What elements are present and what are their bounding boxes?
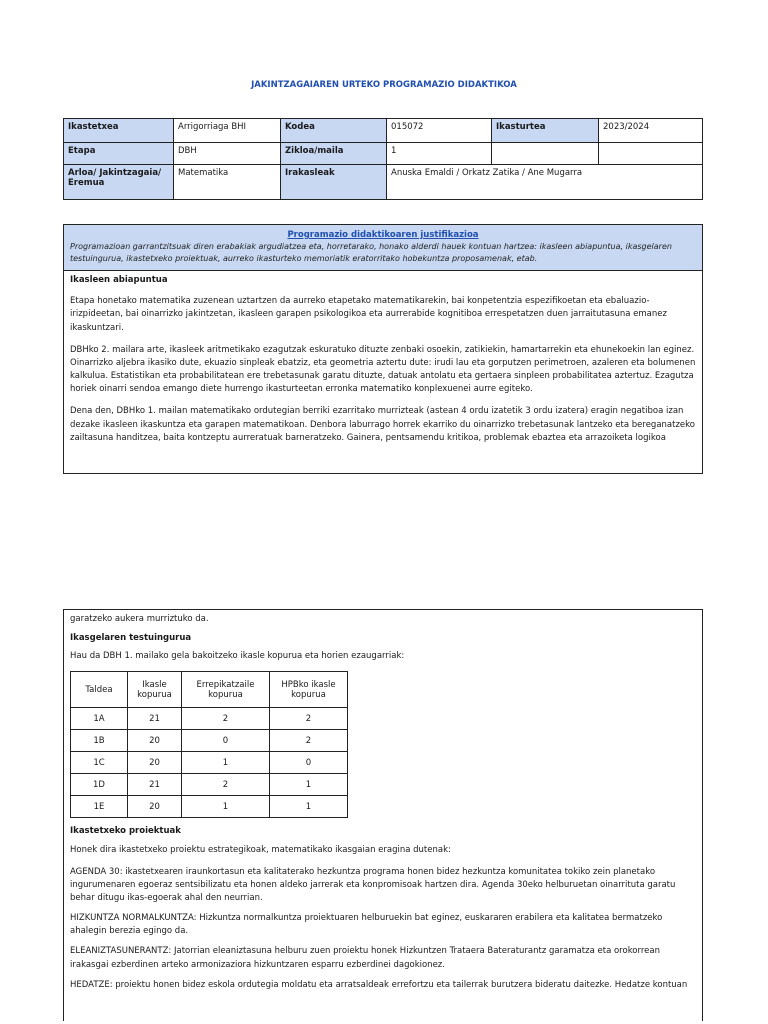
table-cell: 20 [128,796,182,818]
header-errepikatzaile-kopurua: Errepikatzaile kopurua [182,672,270,708]
arloa-value: Matematika [174,165,281,200]
table-cell: 1A [71,708,128,730]
proiektuak-eleaniztasun: ELEANIZTASUNERANTZ: Jatorrian eleaniztasuna helburu zuen proiektu honek Hizkuntzen Trataera Bateraturantz garamatza eta orokorrean irakasgai ezberdinen arteko armonizaziora hizkuntzaren esparru ezberdinei dagokionez. [70,946,660,970]
table-cell: 2 [270,730,348,752]
empty-cell [492,143,599,165]
table-cell: 2 [182,774,270,796]
table-cell: 0 [182,730,270,752]
justification-title: Programazio didaktikoaren justifikazioa [287,230,479,240]
ikasturtea-value: 2023/2024 [599,119,703,143]
table-cell: 1 [182,796,270,818]
table-row [71,730,348,752]
etapa-label: Etapa [64,143,174,165]
ikastetxea-label: Ikastetxea [64,119,174,143]
table-cell: 2 [270,708,348,730]
kodea-label: Kodea [281,119,387,143]
table-cell: 1E [71,796,128,818]
table-cell: 2 [182,708,270,730]
table-cell: 1 [270,796,348,818]
abiapuntua-paragraph-2: DBHko 2. mailara arte, ikasleek aritmetikako ezagutzak eskuratuko dituzte zenbaki osoekin, zatikiekin, hamartarrekin eta ehunekoekin lan eginez. Oinarrizko aljebra ikasiko dute, ekuazio sinpleak ebatziz, eta geometria aztertu dute: irudi lau eta gorputzen perimetroen, azaleren eta bolumenen kalkulua. Estatistikan eta probabilitatean ere trebetasunak garatu dituzte, datuak antolatu eta gertaera sinpleen probabilitatea aztertuz. Ezagutza horiek oinarri sendoa emango diete hurrengo ikasturteetan erronka matematiko konplexuenei aurre egiteko. [70,344,696,395]
table-row [71,752,348,774]
table-cell: 21 [128,708,182,730]
table-cell: 1 [270,774,348,796]
arloa-label: Arloa/ Jakintzagaia/ Eremua [64,165,174,200]
header-hpbko-kopurua: HPBko ikasle kopurua [270,672,348,708]
justification-header [64,225,702,271]
abiapuntua-paragraph-3: Dena den, DBHko 1. mailan matematikako ordutegian berriki ezarritako murrizteak (astean 4 ordu izatetik 3 ordu izatera) eragin negatiboa izan dezake ikasleen ikaskuntza eta garapen matematikoan. Denbora laburrago horrek ekarriko du oinarrizko trebetasunak lantzeko eta bereganatzeko zailtasuna handitzea, baita kontzeptu aurreratuak barneratzeko. Gainera, pentsamendu kritikoa, problemak ebaztea eta arrazoiketa logikoa [70,406,695,443]
info-table [63,118,703,200]
table-row [71,796,348,818]
table-cell: 1B [71,730,128,752]
abiapuntua-section [64,271,702,445]
table-cell: 1C [71,752,128,774]
ikasturtea-label: Ikasturtea [492,119,599,143]
proiektuak-intro: Honek dira ikastetxeko proiektu estrategikoak, matematikako ikasgaian eragina dutenak: [70,845,451,856]
justification-subtitle: Programazioan garrantzitsuak diren erabakiak argudiatzea eta, horretarako, honako alderdi hauek kontuan hartzea: ikasleen abiapuntua, ikasgelaren testuingurua, ikastetxeko proiektuak, aurreko ikasturteko memoriatik eratorritako hobekuntza proposamenak, etab. [70,242,672,263]
proiektuak-title: Ikastetxeko proiektuak [70,826,181,837]
continuation-box [63,609,703,1021]
abiapuntua-paragraph-3-continued: garatzeko aukera murriztuko da. [70,614,209,624]
table-row [71,708,348,730]
etapa-value: DBH [174,143,281,165]
testuingurua-intro: Hau da DBH 1. mailako gela bakoitzeko ikasle kopurua eta horien ezaugarriak: [70,651,405,662]
table-cell: 20 [128,730,182,752]
groups-table [70,671,348,818]
table-cell: 20 [128,752,182,774]
header-taldea: Taldea [71,672,128,708]
table-row [71,774,348,796]
abiapuntua-title: Ikasleen abiapuntua [70,275,168,286]
table-cell: 1D [71,774,128,796]
zikloa-value: 1 [387,143,492,165]
kodea-value: 015072 [387,119,492,143]
proiektuak-hizkuntza: HIZKUNTZA NORMALKUNTZA: Hizkuntza normalkuntza proiektuaren helburuekin bat eginez, euskararen erabilera eta kalitatea bermatzeko ahalegin berezia egingo da. [70,913,663,937]
empty-cell [599,143,703,165]
zikloa-label: Zikloa/maila [281,143,387,165]
groups-table-header [71,672,348,708]
table-cell: 1 [182,752,270,774]
proiektuak-agenda: AGENDA 30: ikastetxearen iraunkortasun eta kalitaterako hezkuntza programa honen bidez hezkuntza komunitatea tokiko zein planetako ingurumenaren egoeraz sentsibilizatu eta honen aldeko jarrerak eta konpromisoak hartzen dira. Agenda 30eko helburuetan oinarrituta garatu behar ditugu ikas-egoerak ahal den neurrian. [70,866,676,903]
ikastetxea-value: Arrigorriaga BHI [174,119,281,143]
header-ikasle-kopurua: Ikasle kopurua [128,672,182,708]
irakasleak-label: Irakasleak [281,165,387,200]
proiektuak-hedatze: HEDATZE: proiektu honen bidez eskola ordutegia moldatu eta arratsaldeak errefortzu eta tailerrak burutzera bideratu daitezke. Hedatze kontuan [70,979,688,990]
table-cell: 0 [270,752,348,774]
irakasleak-value: Anuska Emaldi / Orkatz Zatika / Ane Mugarra [387,165,703,200]
justification-box [63,224,703,474]
table-cell: 21 [128,774,182,796]
page-title: JAKINTZAGAIAREN URTEKO PROGRAMAZIO DIDAKTIKOA [251,80,517,90]
testuingurua-title: Ikasgelaren testuingurua [70,633,192,644]
abiapuntua-paragraph-1: Etapa honetako matematika zuzenean uztartzen da aurreko etapetako matematikarekin, bai konpetentzia espezifikoetan eta ebaluazio-irizpideetan, bai oinarrizko jakintzetan, ikasleen garapen psikologikoa eta aurrerabide kognitiboa errespetatzen duen jarraitutasuna emanez ikaskuntzari. [70,296,667,333]
